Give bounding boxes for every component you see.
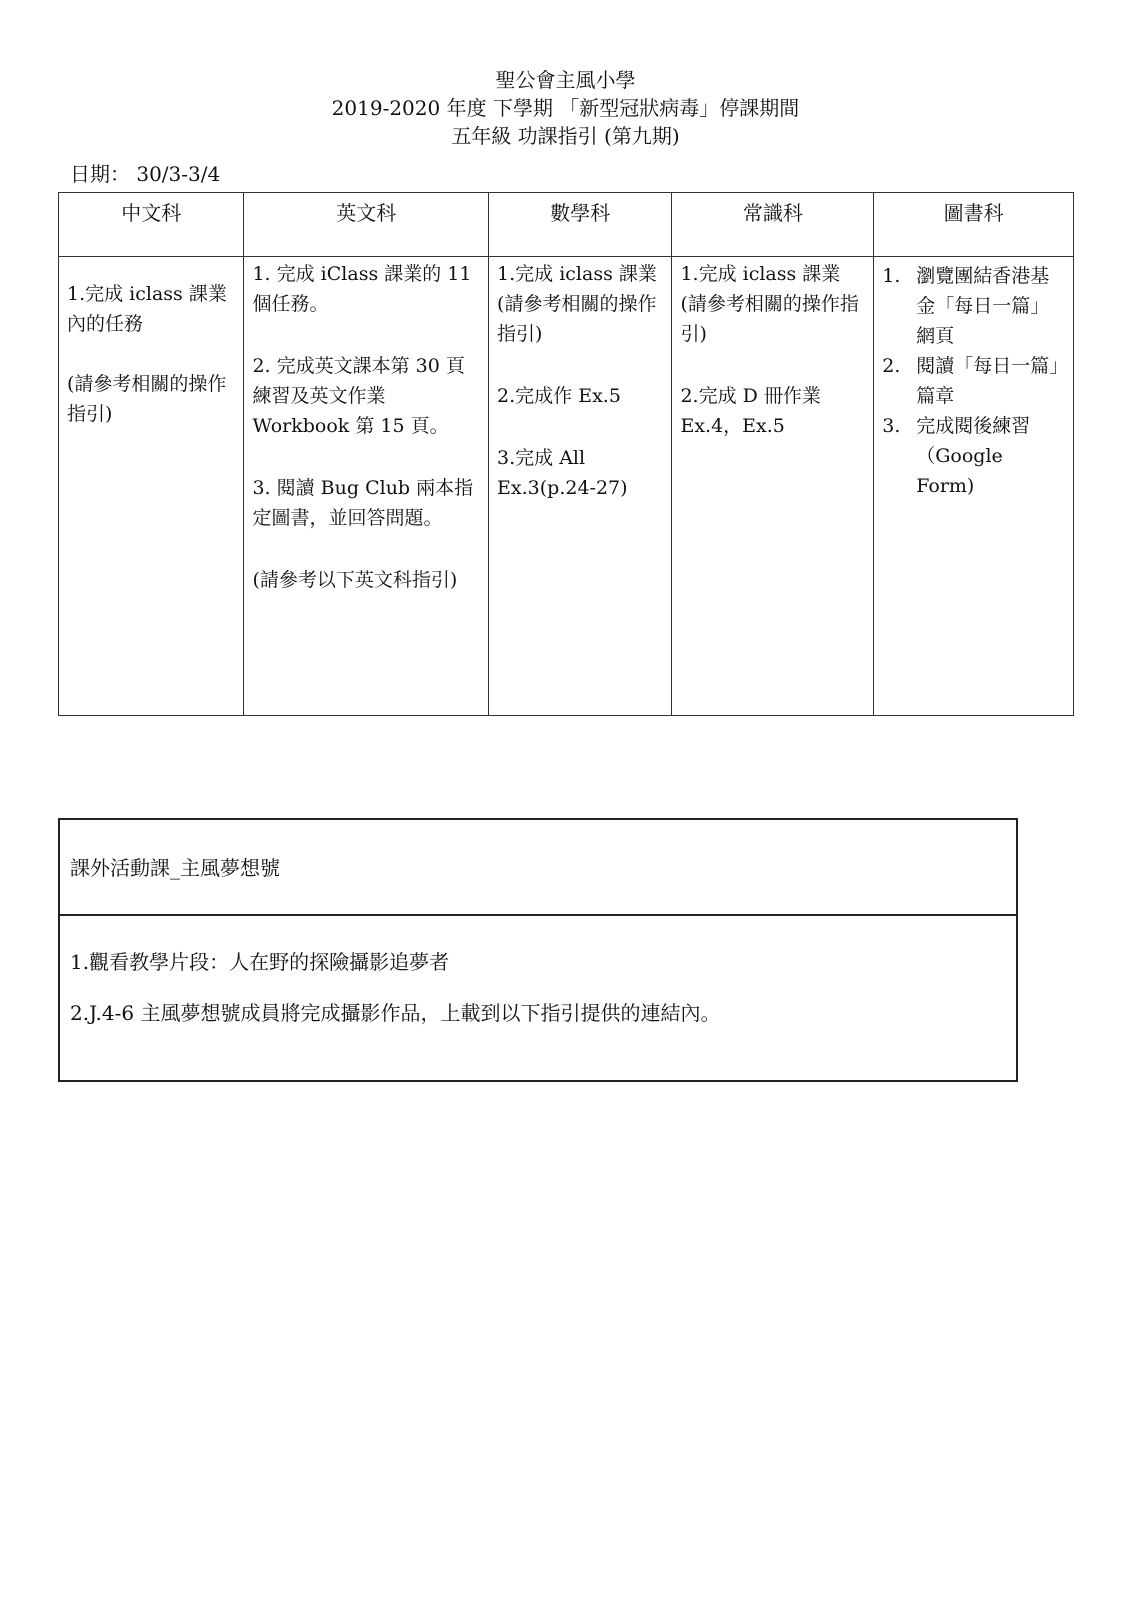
math-item-3: 3.完成 All Ex.3(p.24-27) — [497, 447, 628, 499]
document-header — [0, 66, 1131, 150]
activity-title: 課外活動課_主風夢想號 — [60, 820, 1016, 916]
english-item-1: 1. 完成 iClass 課業的 11 個任務。 — [252, 263, 472, 315]
grade-title: 五年級 功課指引 (第九期) — [451, 124, 680, 148]
chinese-cell — [59, 257, 244, 716]
general-item-2: 2.完成 D 冊作業 Ex.4，Ex.5 — [680, 385, 821, 437]
math-cell — [489, 257, 672, 716]
header-library: 圖書科 — [874, 193, 1074, 257]
term-title: 2019-2020 年度 下學期 「新型冠狀病毒」停課期間 — [331, 96, 800, 120]
header-math: 數學科 — [489, 193, 672, 257]
homework-table — [58, 192, 1074, 716]
list-item: 3. 完成閱後練習（Google Form) — [882, 415, 1031, 497]
library-cell — [874, 257, 1074, 716]
list-item: 1. 瀏覽團結香港基金「每日一篇」網頁 — [882, 265, 1050, 347]
general-cell — [672, 257, 874, 716]
table-content-row — [59, 257, 1074, 716]
list-item: 2. 閱讀「每日一篇」篇章 — [882, 355, 1059, 407]
english-item-4: (請參考以下英文科指引) — [252, 569, 458, 591]
activity-box — [58, 818, 1018, 1082]
english-item-3: 3. 閱讀 Bug Club 兩本指定圖書，並回答問題。 — [252, 477, 474, 529]
date-label: 日期： 30/3-3/4 — [70, 162, 221, 186]
english-item-2: 2. 完成英文課本第 30 頁練習及英文作業 Workbook 第 15 頁。 — [252, 355, 465, 437]
activity-line-1: 1.觀看教學片段：人在野的探險攝影追夢者 — [70, 950, 450, 974]
library-list — [882, 261, 1065, 501]
math-item-1: 1.完成 iclass 課業(請參考相關的操作指引) — [497, 263, 657, 345]
math-item-2: 2.完成作 Ex.5 — [497, 385, 621, 407]
header-english: 英文科 — [244, 193, 489, 257]
chinese-item-1: 1.完成 iclass 課業內的任務 — [67, 283, 227, 335]
english-cell — [244, 257, 489, 716]
general-item-1: 1.完成 iclass 課業(請參考相關的操作指引) — [680, 263, 859, 345]
table-header-row — [59, 193, 1074, 257]
chinese-item-2: (請參考相關的操作指引) — [67, 373, 227, 425]
school-name: 聖公會主風小學 — [495, 68, 636, 92]
activity-line-2: 2.J.4-6 主風夢想號成員將完成攝影作品，上載到以下指引提供的連結內。 — [70, 1001, 721, 1025]
header-chinese: 中文科 — [59, 193, 244, 257]
header-general: 常識科 — [672, 193, 874, 257]
